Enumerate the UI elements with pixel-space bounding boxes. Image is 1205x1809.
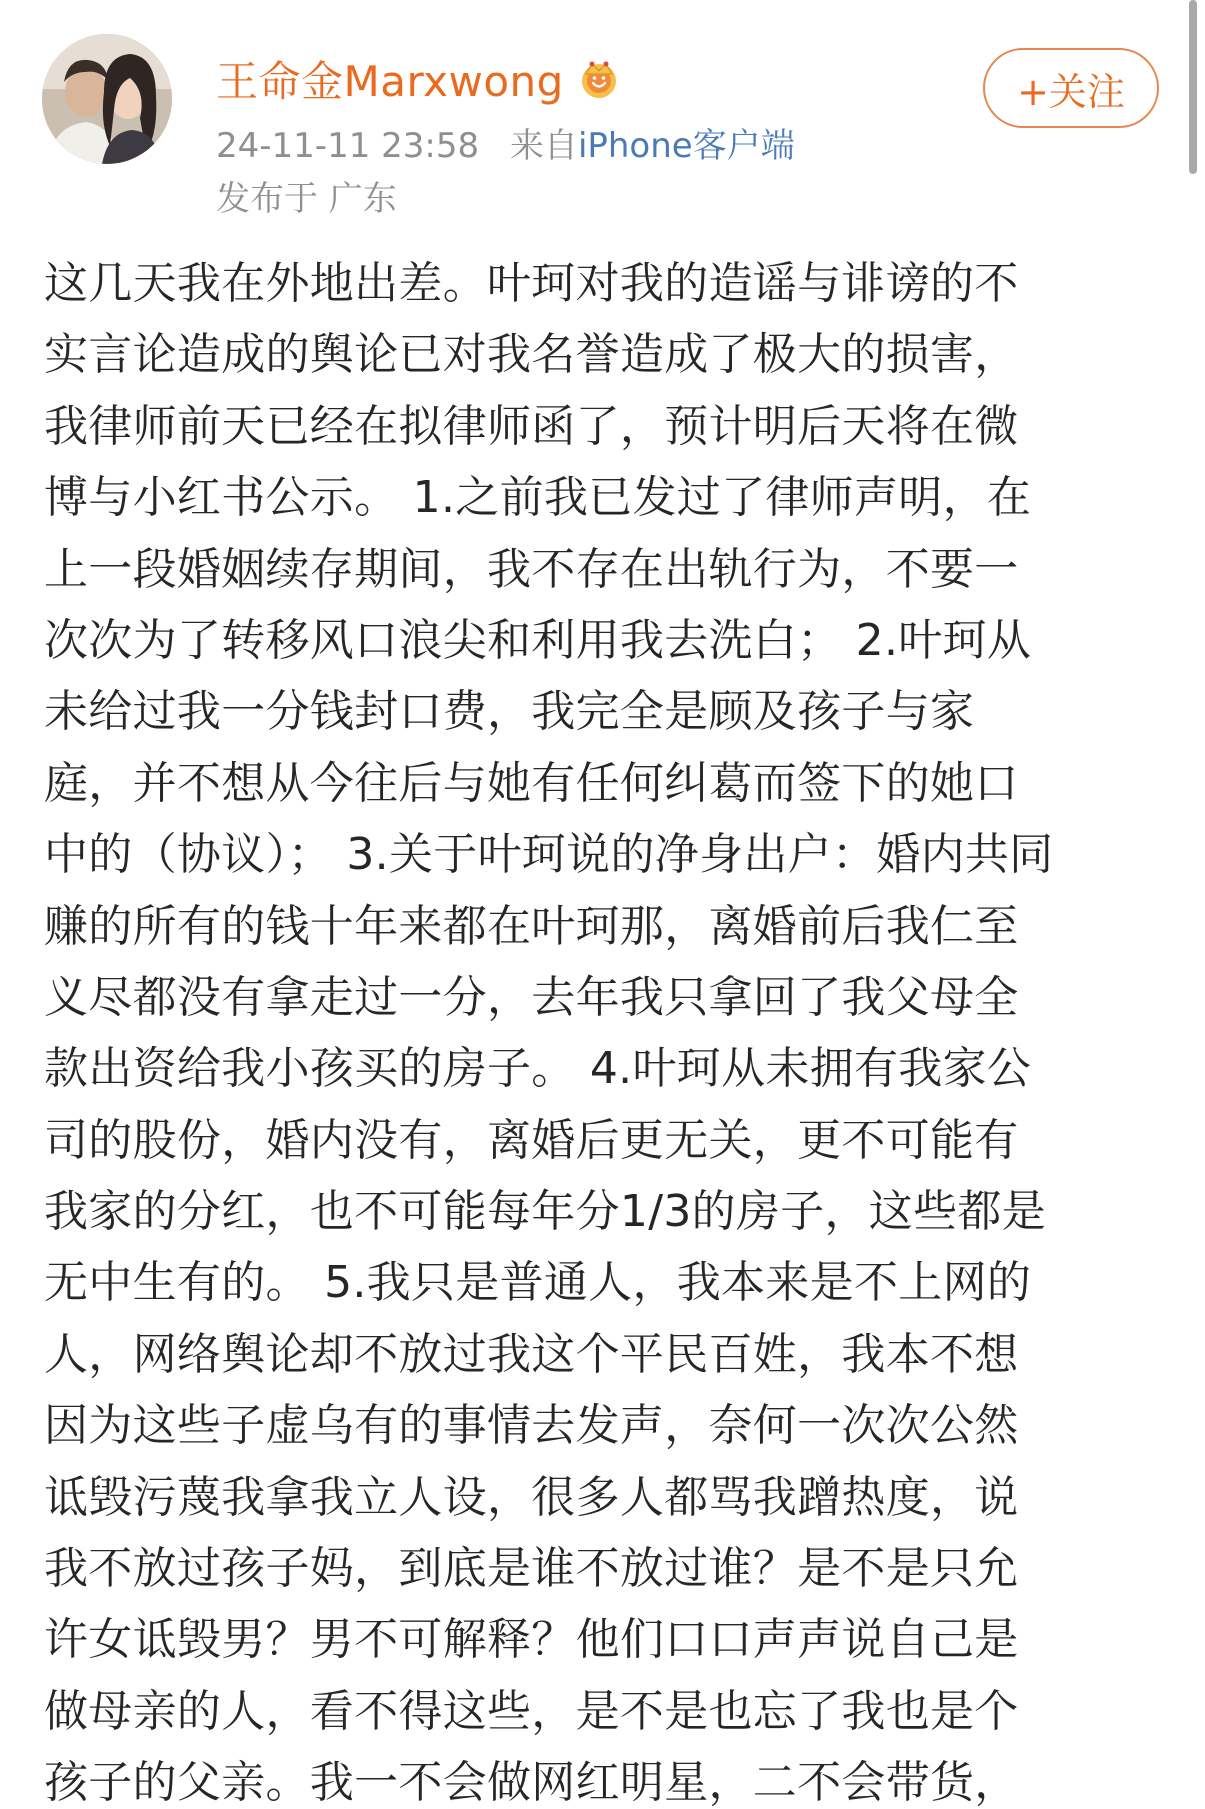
username[interactable]: [216, 48, 622, 110]
post-text-line: 司的股份，婚内没有，离婚后更无关，更不可能有: [44, 1114, 1019, 1166]
post-text-line: 博与小红书公示。 1.之前我已发过了律师声明，在: [44, 472, 1032, 524]
post-text-line: 我不放过孩子妈，到底是谁不放过谁？是不是只允: [44, 1543, 1019, 1595]
post-text-line: 做母亲的人，看不得这些，是不是也忘了我也是个: [44, 1685, 1019, 1737]
post-text-line: 无中生有的。 5.我只是普通人，我本来是不上网的: [44, 1257, 1032, 1309]
avatar[interactable]: [42, 34, 172, 164]
post-text-line: 次次为了转移风口浪尖和利用我去洗白； 2.叶珂从: [44, 614, 1032, 666]
post-body: [44, 248, 1164, 1809]
post-text-line: 人，网络舆论却不放过我这个平民百姓，我本不想: [44, 1328, 1019, 1380]
source-prefix: 来自: [509, 126, 578, 166]
post-text-line: 未给过我一分钱封口费，我完全是顾及孩子与家: [44, 686, 975, 738]
source-link[interactable]: iPhone客户端: [577, 126, 795, 166]
crown-badge-icon: [576, 56, 622, 102]
post-text-line: 义尽都没有拿走过一分，去年我只拿回了我父母全: [44, 971, 1019, 1023]
post-text-line: 我家的分红，也不可能每年分1/3的房子，这些都是: [44, 1186, 1047, 1238]
post-text-line: 许女诋毁男？男不可解释？他们口口声声说自己是: [44, 1614, 1019, 1666]
post-timestamp: 24-11-11 23:58: [216, 126, 480, 166]
post-meta: [216, 118, 795, 167]
post-text-line: 这几天我在外地出差。叶珂对我的造谣与诽谤的不: [44, 258, 1019, 309]
post-text-line: 庭，并不想从今往后与她有任何纠葛而签下的她口: [44, 757, 1019, 809]
post-text-line: 中的（协议）； 3.关于叶珂说的净身出户：婚内共同: [44, 829, 1054, 881]
post-text-line: 孩子的父亲。我一不会做网红明星，二不会带货，: [44, 1757, 1019, 1809]
post-text-line: 实言论造成的舆论已对我名誉造成了极大的损害，: [44, 329, 1019, 381]
post-text-line: 因为这些子虚乌有的事情去发声，奈何一次次公然: [44, 1400, 1019, 1452]
scrollbar[interactable]: [1189, 0, 1197, 174]
post-text-line: 款出资给我小孩买的房子。 4.叶珂从未拥有我家公: [44, 1043, 1032, 1095]
post-text-line: 赚的所有的钱十年来都在叶珂那，离婚前后我仁至: [44, 900, 1019, 952]
post-text-line: 我律师前天已经在拟律师函了，预计明后天将在微: [44, 400, 1019, 452]
username-text[interactable]: 王命金Marxwong: [216, 57, 564, 106]
post-text-line: 上一段婚姻续存期间，我不存在出轨行为，不要一: [44, 543, 1019, 595]
avatar-image: [42, 34, 172, 164]
post-location: 发布于 广东: [216, 179, 397, 219]
follow-button[interactable]: +关注: [983, 48, 1159, 128]
post-text-line: 诋毁污蔑我拿我立人设，很多人都骂我蹭热度，说: [44, 1471, 1019, 1523]
